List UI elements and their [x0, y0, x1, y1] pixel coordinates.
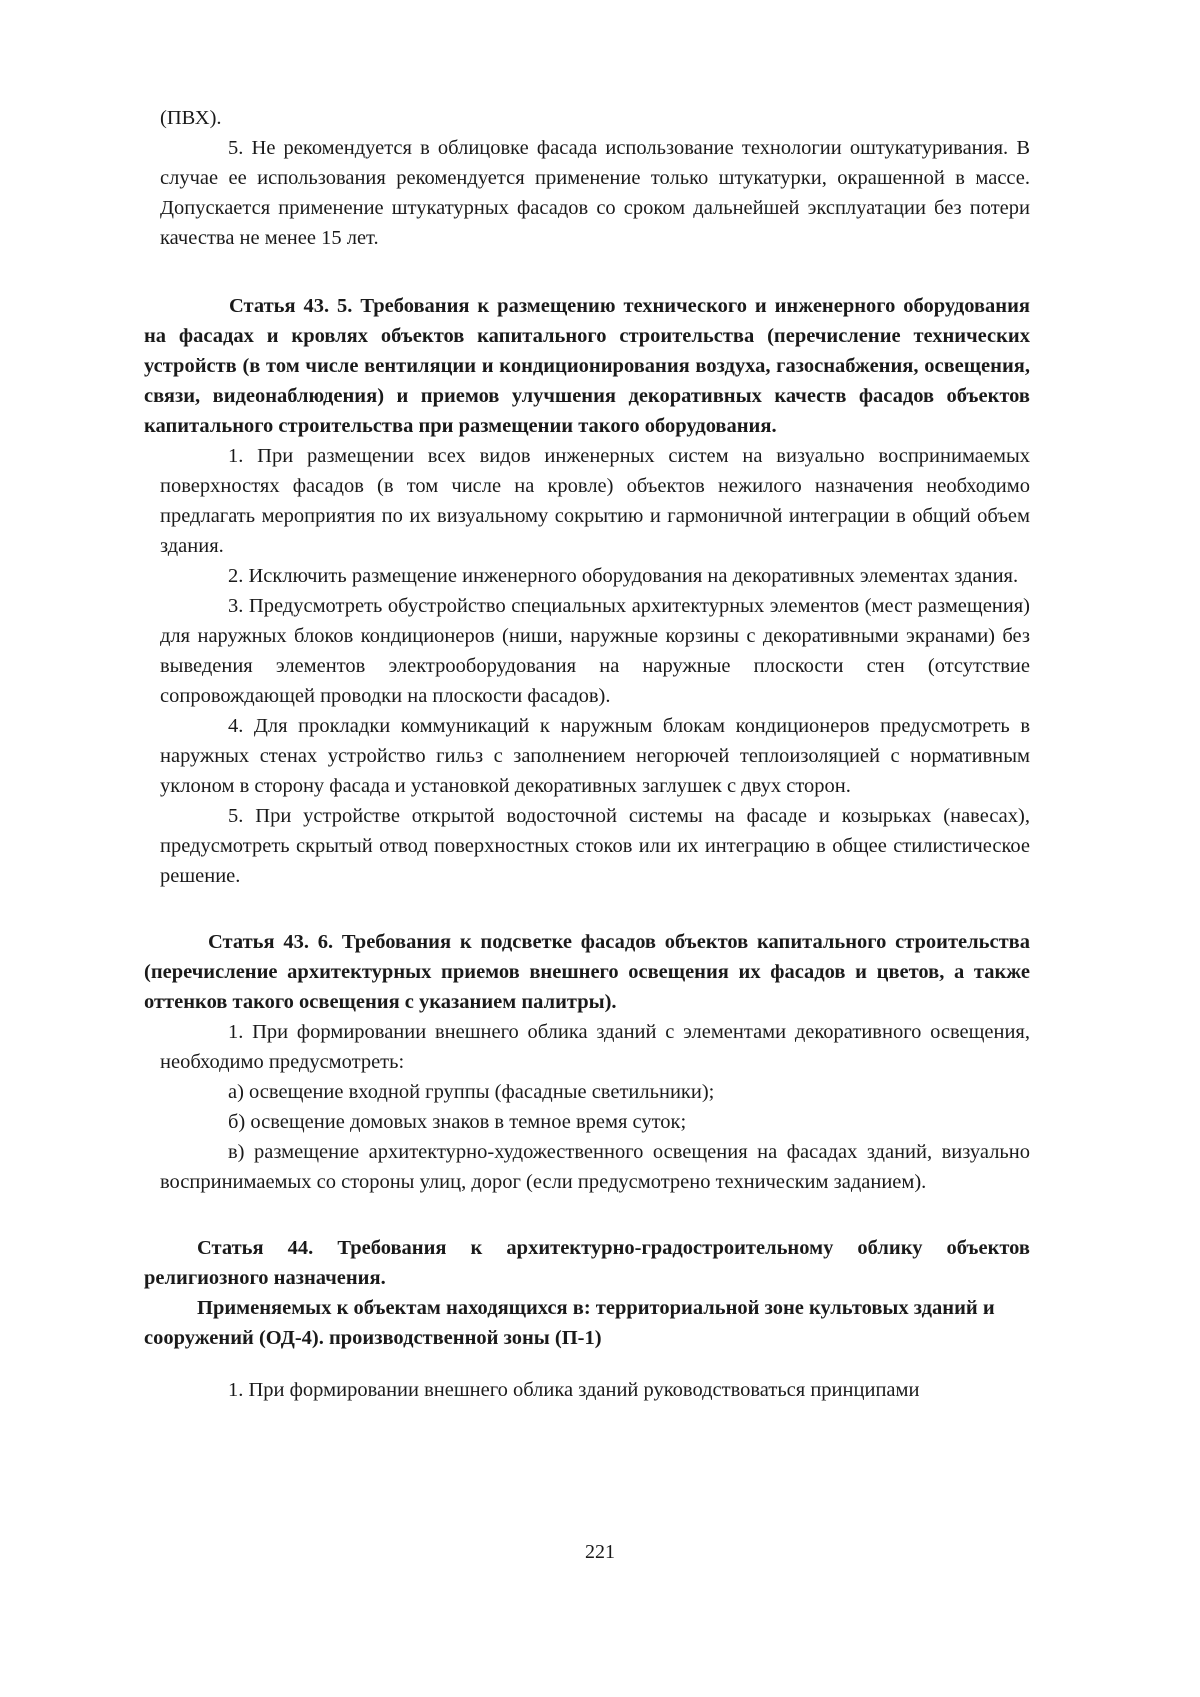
article-43-5-item-4: 4. Для прокладки коммуникаций к наружным блокам кондиционеров предусмотреть в наружных стенах устройство гильз с заполнением негорючей теплоизоляцией с нормативным уклоном в сторону фасада и установкой декоративных заглушек с двух сторон.: [160, 715, 1030, 797]
article-43-5-item-3: 3. Предусмотреть обустройство специальных архитектурных элементов (мест размещения) для наружных блоков кондиционеров (ниши, наружные корзины с декоративными экранами) без выведения элементов электрооборудования на наружные плоскости стен (отсутствие сопровождающей проводки на плоскости фасадов).: [160, 595, 1030, 707]
article-44-heading: Статья 44. Требования к архитектурно-градостроительному облику объектов религиозного назначения.: [144, 1237, 1030, 1289]
article-43-5-item-1: 1. При размещении всех видов инженерных систем на визуально воспринимаемых поверхностях фасадов (в том числе на кровле) объектов нежилого назначения необходимо предлагать мероприятия по их визуальному сокрытию и гармоничной интеграции в общий объем здания.: [160, 445, 1030, 557]
article-43-5-item-5: 5. При устройстве открытой водосточной системы на фасаде и козырьках (навесах), предусмотреть скрытый отвод поверхностных стоков или их интеграцию в общее стилистическое решение.: [160, 805, 1030, 887]
paragraph-facade-5: 5. Не рекомендуется в облицовке фасада использование технологии оштукатуривания. В случае ее использования рекомендуется применение только штукатурки, окрашенной в массе. Допускается применение штукатурных фасадов со сроком дальнейшей эксплуатации без потери качества не менее 15 лет.: [160, 137, 1030, 249]
top-fragment: (ПВХ).: [160, 107, 222, 129]
article-43-5-heading: Статья 43. 5. Требования к размещению технического и инженерного оборудования на фасадах и кровлях объектов капитального строительства (перечисление технических устройств (в том числе вентиляции и кондиционирования воздуха, газоснабжения, освещения, связи, видеонаблюдения) и приемов улучшения декоративных качеств фасадов объектов капитального строительства при размещении такого оборудования.: [144, 295, 1030, 437]
article-43-6-sub-item-b: б) освещение домовых знаков в темное время суток;: [228, 1111, 687, 1133]
article-43-6-intro: 1. При формировании внешнего облика зданий с элементами декоративного освещения, необходимо предусмотреть:: [160, 1021, 1030, 1073]
page-content: [144, 103, 1030, 1405]
article-43-5-item-2: 2. Исключить размещение инженерного оборудования на декоративных элементах здания.: [228, 565, 1019, 587]
article-43-6-sub-item-c: в) размещение архитектурно-художественного освещения на фасадах зданий, визуально воспринимаемых со стороны улиц, дорог (если предусмотрено техническим заданием).: [160, 1141, 1030, 1193]
article-44-subheading: Применяемых к объектам находящихся в: территориальной зоне культовых зданий и сооружений (ОД-4). производственной зоны (П-1): [144, 1297, 995, 1349]
article-44-item-1: 1. При формировании внешнего облика зданий руководствоваться принципами: [228, 1379, 920, 1401]
article-43-6-heading: Статья 43. 6. Требования к подсветке фасадов объектов капитального строительства (перечисление архитектурных приемов внешнего освещения их фасадов и цветов, а также оттенков такого освещения с указанием палитры).: [144, 931, 1030, 1013]
article-43-6-sub-item-a: а) освещение входной группы (фасадные светильники);: [228, 1081, 715, 1103]
page-number: 221: [585, 1541, 615, 1563]
